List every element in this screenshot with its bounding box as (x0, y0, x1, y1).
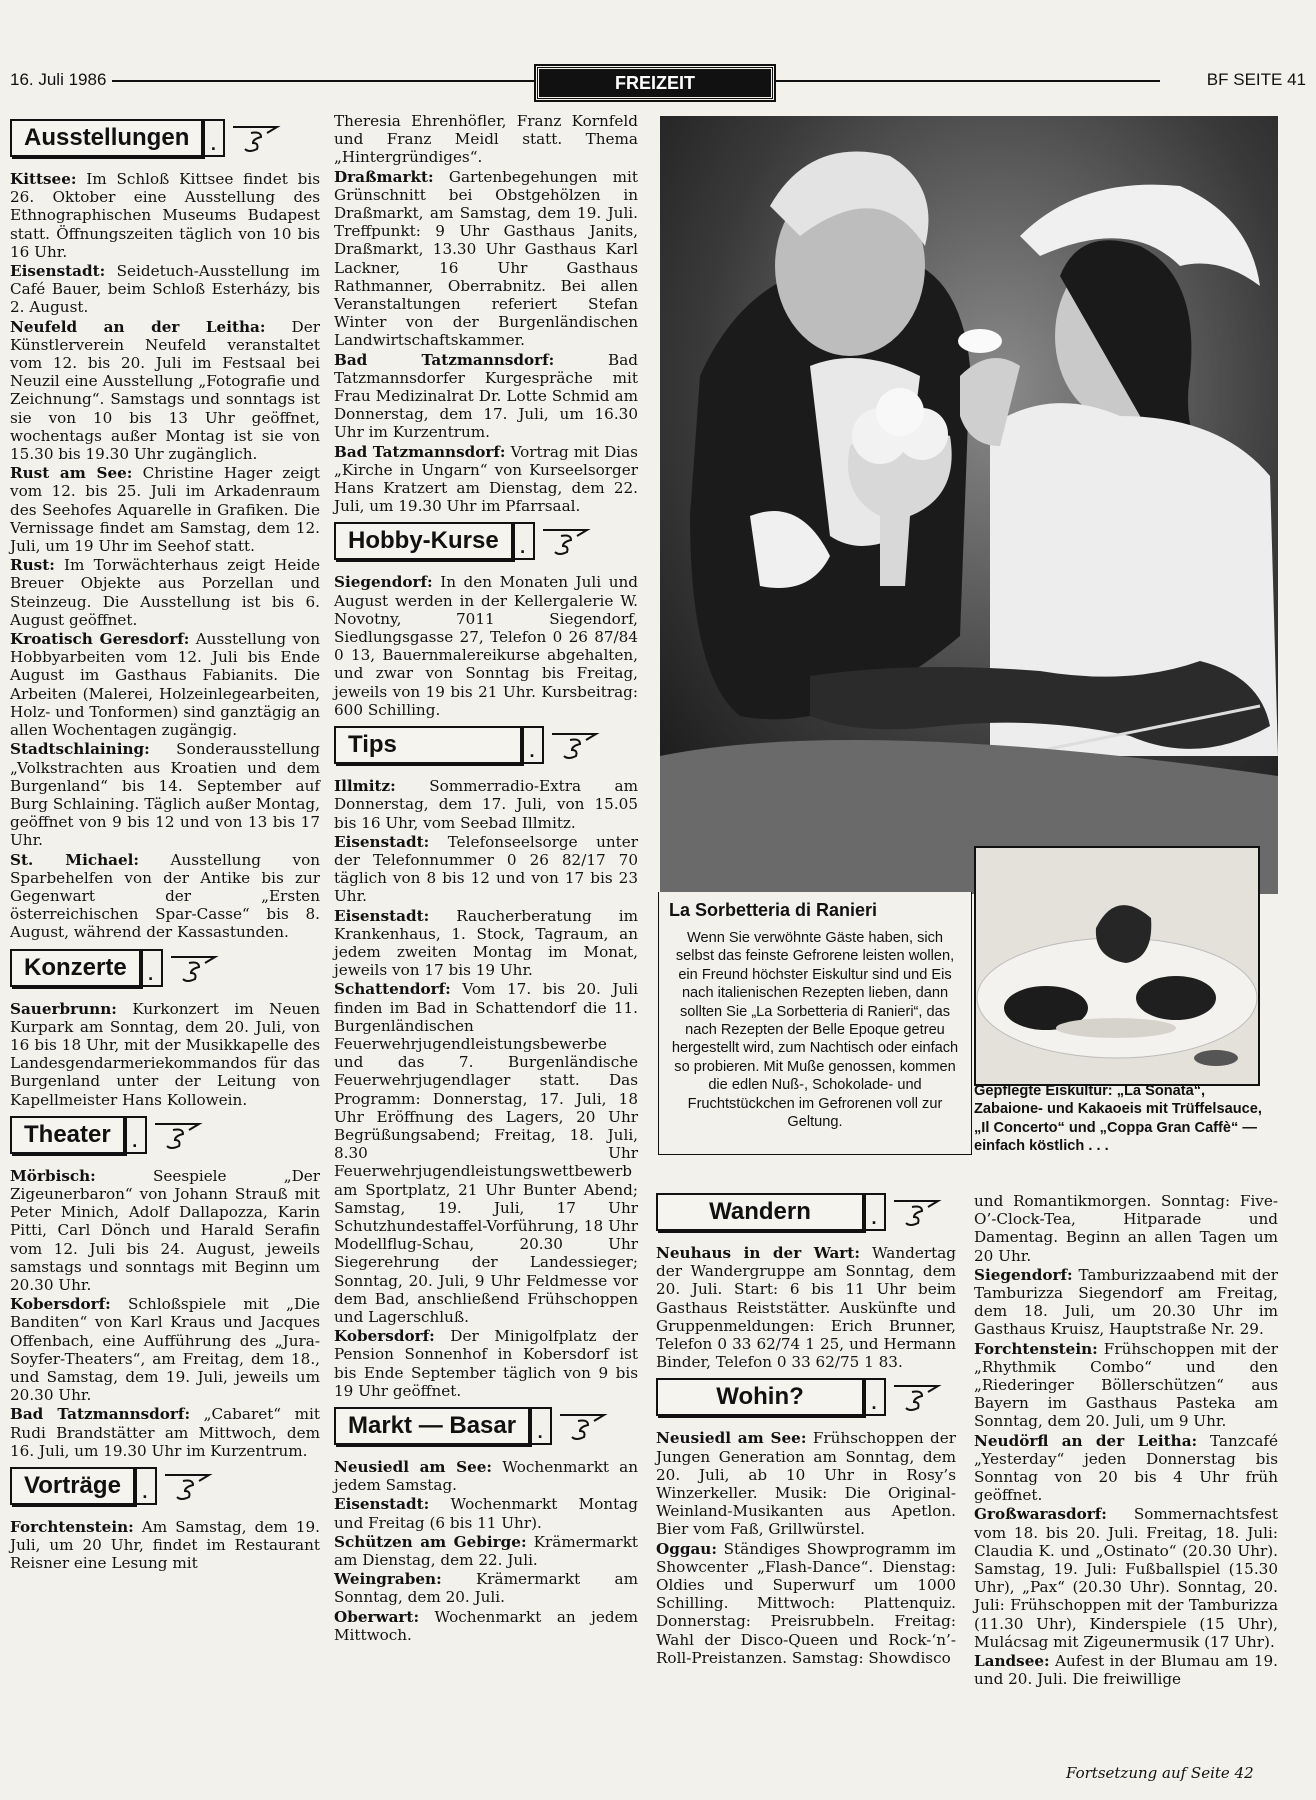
listing-entry: Landsee: Aufest in der Blumau am 19. und 20. Juli. Die freiwillige (974, 1652, 1278, 1689)
listing-entry: Kroatisch Geresdorf: Ausstellung von Hobbyarbeiten vom 12. Juli bis Ende August im Gasthaus Fabianits. Die Arbeiten (Malerei, Holzeinlegearbeiten, Holz- und Tonformen) sind ganztägig an allen Wochentagen zugängig. (10, 630, 320, 740)
listing-entry: Kittsee: Im Schloß Kittsee findet bis 26. Oktober eine Ausstellung des Ethnographischen Museums Budapest statt. Öffnungszeiten täglich von 10 bis 16 Uhr. (10, 170, 320, 261)
section-header-markt-basar (334, 1406, 638, 1446)
pointing-hand-icon (231, 121, 283, 155)
caption-title: La Sorbetteria di Ranieri (669, 900, 878, 920)
listing-entry: Forchtenstein: Frühschoppen mit der „Rhythmik Combo“ und den „Riederinger Böllerschützen“ aus Bayern im Gasthaus Pasteka am Sonntag, dem 20. Juli, um 9 Uhr. (974, 1339, 1278, 1431)
listing-entry: Neuhaus in der Wart: Wandertag der Wandergruppe am Sonntag, dem 20. Juli. Start: 6 bis 11 Uhr beim Gasthaus Reiststätter. Auskünfte und Gruppenmeldungen: Erich Brunner, Telefon 0 33 62/74 1 25, und Hermann Binder, Telefon 0 33 62/75 1 83. (656, 1244, 956, 1372)
listing-entry: Eisenstadt: Raucherberatung im Krankenhaus, 1. Stock, Tagraum, an jedem zweiten Montag im Monat, jeweils von 17 bis 19 Uhr. (334, 906, 638, 980)
section-header-ausstellungen (10, 118, 320, 158)
listing-entry: Siegendorf: Tamburizzaabend mit der Tamburizza Siegendorf am Freitag, dem 18. Juli, um 20.30 Uhr im Gasthaus Kruisz, Hauptstraße Nr. 29. (974, 1265, 1278, 1339)
section-title: Theater (10, 1116, 125, 1154)
listing-entry: Forchtenstein: Am Samstag, dem 19. Juli, um 20 Uhr, findet im Restaurant Reisner eine Lesung mit (10, 1518, 320, 1573)
pointing-hand-icon (892, 1195, 944, 1229)
section-dot: . (513, 522, 535, 560)
pointing-hand-icon (550, 728, 602, 762)
listing-entry: St. Michael: Ausstellung von Sparbehelfen von der Antike bis zur Gegenwart der „Ersten österreichischen Spar-Casse“ bis 8. August, während der Kassastunden. (10, 850, 320, 942)
page-number: BF SEITE 41 (1201, 70, 1306, 90)
section-title: Wohin? (656, 1378, 864, 1416)
section-header-wohin (656, 1377, 956, 1417)
pointing-hand-icon (558, 1409, 610, 1443)
couple-with-ice-cream-illustration (660, 116, 1278, 894)
section-title: Markt — Basar (334, 1407, 530, 1445)
section-title: Hobby-Kurse (334, 522, 513, 560)
listing-entry: Mörbisch: Seespiele „Der Zigeunerbaron“ von Johann Strauß mit Peter Minich, Adolf Dallapozza, Karin Pitti, Carl Dönch und Harald Serafin vom 12. Juli bis 24. August, jeweils samstags und sonntags mit Beginn um 20.30 Uhr. (10, 1166, 320, 1294)
caption-text: Wenn Sie verwöhnte Gäste haben, sich selbst das feinste Gefrorene leisten wollen, ein Freund höchster Eiskultur sind und Eis nach italienischen Rezepten lieben, dann sollten Sie „La Sorbetteria di Ranieri“, das nach Rezepten der Belle Epoque getreu hergestellt wird, zum Nachtisch oder einfach so probieren. Mit Muße genossen, kommen die edlen Nuß-, Schokolade- und Fruchtstückchen im Gefrorenen voll zur Geltung. (671, 930, 959, 1131)
listing-entry: Bad Tatzmannsdorf: Vortrag mit Dias „Kirche in Ungarn“ von Kurseelsorger Hans Kratzert am Dienstag, dem 22. Juli, um 19.30 Uhr im Pfarrsaal. (334, 442, 638, 516)
listing-entry: Oggau: Ständiges Showprogramm im Showcenter „Flash-Dance“. Dienstag: Oldies und Superwurf um 1000 Schilling. Mittwoch: Plattenquiz. Donnerstag: Preisrubbeln. Freitag: Wahl der Disco-Queen und Rock-‘n’-Roll-Preistanzen. Samstag: Showdisco (656, 1539, 956, 1667)
continuation-note: Fortsetzung auf Seite 42 (1066, 1764, 1254, 1782)
listing-entry: Bad Tatzmannsdorf: „Cabaret“ mit Rudi Brandstätter am Mittwoch, dem 16. Juli, um 19.30 Uhr im Kurzentrum. (10, 1405, 320, 1460)
section-dot: . (522, 726, 544, 764)
column-4 (974, 1192, 1278, 1689)
listing-entry: Rust: Im Torwächterhaus zeigt Heide Breuer Objekte aus Porzellan und Steinzeug. Die Ausstellung ist bis 6. August geöffnet. (10, 556, 320, 629)
section-header-theater (10, 1115, 320, 1155)
listing-entry: Kobersdorf: Schloßspiele mit „Die Banditen“ von Karl Kraus und Jacques Offenbach, eine Aufführung des „Jura-Soyfer-Theaters“, am Freitag, dem 18., und Samstag, dem 19. Juli, jeweils um 20.30 Uhr. (10, 1295, 320, 1405)
column-3 (656, 1186, 956, 1668)
header-rule-left (110, 80, 540, 82)
listing-continuation: Theresia Ehrenhöfler, Franz Kornfeld und Franz Meidl statt. Thema „Hintergründiges“. (334, 112, 638, 167)
listing-entry: Neudörfl an der Leitha: Tanzcafé „Yesterday“ jeden Donnerstag bis Sonntag von 20 bis 4 Uhr früh geöffnet. (974, 1431, 1278, 1505)
section-title: Konzerte (10, 949, 141, 987)
section-dot: . (530, 1407, 552, 1445)
listing-entry: Eisenstadt: Wochenmarkt Montag und Freitag (6 bis 11 Uhr). (334, 1495, 638, 1532)
listing-entry: Eisenstadt: Telefonseelsorge unter der Telefonnummer 0 26 82/17 70 täglich von 8 bis 12 und von 17 bis 23 Uhr. (334, 832, 638, 906)
section-header-tips (334, 725, 638, 765)
section-header-hobby-kurse (334, 521, 638, 561)
section-dot: . (864, 1378, 886, 1416)
ice-cream-dishes-illustration (976, 848, 1258, 1084)
listing-entry: Siegendorf: In den Monaten Juli und August werden in der Kellergalerie W. Novotny, 7011 Siegendorf, Siedlungsgasse 27, Telefon 0 26 87/84 0 13, Bauernmalereikurse abgehalten, und zwar von Sonntag bis Freitag, jeweils von 19 bis 21 Uhr. Kursbeitrag: 600 Schilling. (334, 573, 638, 719)
listing-entry: Bad Tatzmannsdorf: Bad Tatzmannsdorfer Kurgespräche mit Frau Medizinalrat Dr. Lotte Schmid am Donnerstag, dem 17. Juli, um 16.30 Uhr im Kurzentrum. (334, 350, 638, 442)
listing-entry: Sauerbrunn: Kurkonzert im Neuen Kurpark am Sonntag, dem 20. Juli, von 16 bis 18 Uhr, mit der Musikkapelle des Landesgendarmeriekommandos für das Burgenland unter der Leitung von Kapellmeister Hans Kollowein. (10, 999, 320, 1109)
inset-photo (974, 846, 1260, 1086)
photo-caption-box (658, 892, 972, 1155)
pointing-hand-icon (892, 1380, 944, 1414)
section-dot: . (203, 119, 225, 157)
listing-entry: Eisenstadt: Seidetuch-Ausstellung im Café Bauer, beim Schloß Esterházy, bis 2. August. (10, 262, 320, 317)
listing-entry: Stadtschlaining: Sonderausstellung „Volkstrachten aus Kroatien und dem Burgenland“ bis 14. September auf Burg Schlaining. Täglich außer Montag, geöffnet von 9 bis 12 und von 13 bis 17 Uhr. (10, 740, 320, 850)
listing-entry: Großwarasdorf: Sommernachtsfest vom 18. bis 20. Juli. Freitag, 18. Juli: Claudia K. und „Ostinato“ (20.30 Uhr). Samstag, 19. Juli: Fußballspiel (15.30 Uhr), „Pax“ (20.30 Uhr). Sonntag, 20. Juli: Frühschoppen mit der Tamburizza (11.30 Uhr), Kinderspiele (15 Uhr), Mulácsag mit Zigeunermusik (17 Uhr). (974, 1505, 1278, 1651)
listing-entry: Neufeld an der Leitha: Der Künstlerverein Neufeld veranstaltet vom 12. bis 20. Juli im Festsaal bei Neuzil eine Ausstellung „Fotografie und Zeichnung“. Samstags und sonntags ist sie von 10 bis 13 Uhr geöffnet, wochentags außer Montag ist sie von 15.30 bis 19.30 Uhr zugänglich. (10, 317, 320, 464)
listing-entry: Rust am See: Christine Hager zeigt vom 12. bis 25. Juli im Arkadenraum des Seehofes Aquarelle in Grafiken. Die Vernissage findet am Samstag, dem 12. Juli, um 19 Uhr im Seehof statt. (10, 464, 321, 556)
section-title: Wandern (656, 1193, 864, 1231)
column-1 (10, 112, 320, 1574)
section-title: Ausstellungen (10, 119, 203, 157)
pointing-hand-icon (541, 524, 593, 558)
pointing-hand-icon (169, 951, 221, 985)
section-dot: . (141, 949, 163, 987)
section-title: Tips (334, 726, 522, 764)
listing-entry: Kobersdorf: Der Minigolfplatz der Pension Sonnenhof in Kobersdorf ist bis Ende September täglich von 9 bis 19 Uhr geöffnet. (334, 1327, 638, 1400)
listing-entry: Schützen am Gebirge: Krämermarkt am Dienstag, dem 22. Juli. (334, 1532, 638, 1570)
listing-entry: Weingraben: Krämermarkt am Sonntag, dem 20. Juli. (334, 1570, 638, 1607)
listing-entry: Schattendorf: Vom 17. bis 20. Juli finden im Bad in Schattendorf die 11. Burgenländischen Feuerwehrjugendleistungsbewerbe und das 7. Burgenländische Feuerwehrjugendlager statt. Das Programm: Donnerstag, 17. Juli, 18 Uhr Eröffnung des Lagers, 20 Uhr Begrüßungsabend; Freitag, 18. Juli, 8.30 Uhr Feuerwehrjugendleistungswettbewerb am Sportplatz, 21 Uhr Bunter Abend; Samstag, 19. Juli, 17 Uhr Schutzhundestaffel-Vorführung, 18 Uhr Modellflug-Schau, 20.30 Uhr Siegerehrung der Landessieger; Sonntag, 20. Juli, 9 Uhr Feldmesse vor dem Bad, anschließend Frühschoppen und Lagerschluß. (334, 980, 638, 1326)
main-photo (660, 116, 1278, 894)
page-header (10, 66, 1306, 96)
section-title: Vorträge (10, 1467, 135, 1505)
column-2 (334, 112, 638, 1645)
ressort-label: FREIZEIT (536, 66, 774, 100)
pointing-hand-icon (153, 1118, 205, 1152)
listing-entry: Neusiedl am See: Frühschoppen der Jungen Generation am Sonntag, dem 20. Juli, ab 10 Uhr in Rosy’s Winzerkeller. Musik: Die Original-Weinland-Musikanten aus Apetlon. Bier vom Faß, Grillwürstel. (656, 1429, 956, 1539)
inset-caption: Gepflegte Eiskultur: „La Sonata“, Zabaione- und Kakaoeis mit Trüffelsauce, „Il Concerto“ und „Coppa Gran Caffè“ — einfach köstlich . . . (974, 1083, 1262, 1155)
section-dot: . (864, 1193, 886, 1231)
header-rule-right (770, 80, 1160, 82)
listing-continuation: und Romantikmorgen. Sonntag: Five-O’-Clock-Tea, Hitparade und Damentag. Beginn an allen Tagen um 20 Uhr. (974, 1192, 1278, 1265)
listing-entry: Oberwart: Wochenmarkt an jedem Mittwoch. (334, 1607, 638, 1644)
pointing-hand-icon (163, 1469, 215, 1503)
listing-entry: Illmitz: Sommerradio-Extra am Donnerstag, dem 17. Juli, von 15.05 bis 16 Uhr, vom Seebad Illmitz. (334, 777, 638, 832)
listing-entry: Draßmarkt: Gartenbegehungen mit Grünschnitt bei Obstgehölzen in Draßmarkt, am Samstag, dem 19. Juli. Treffpunkt: 9 Uhr Gasthaus Janits, Draßmarkt, 13.30 Uhr Gasthaus Karl Lackner, 16 Uhr Gasthaus Rathmanner, Oberrabnitz. Bei allen Veranstaltungen referiert Stefan Winter von der Burgenländischen Landwirtschaftskammer. (334, 167, 638, 350)
listing-entry: Neusiedl am See: Wochenmarkt an jedem Samstag. (334, 1458, 638, 1495)
section-dot: . (125, 1116, 147, 1154)
section-dot: . (135, 1467, 157, 1505)
issue-date: 16. Juli 1986 (10, 70, 112, 90)
section-header-vortraege (10, 1466, 320, 1506)
section-header-konzerte (10, 948, 320, 988)
section-header-wandern (656, 1192, 956, 1232)
